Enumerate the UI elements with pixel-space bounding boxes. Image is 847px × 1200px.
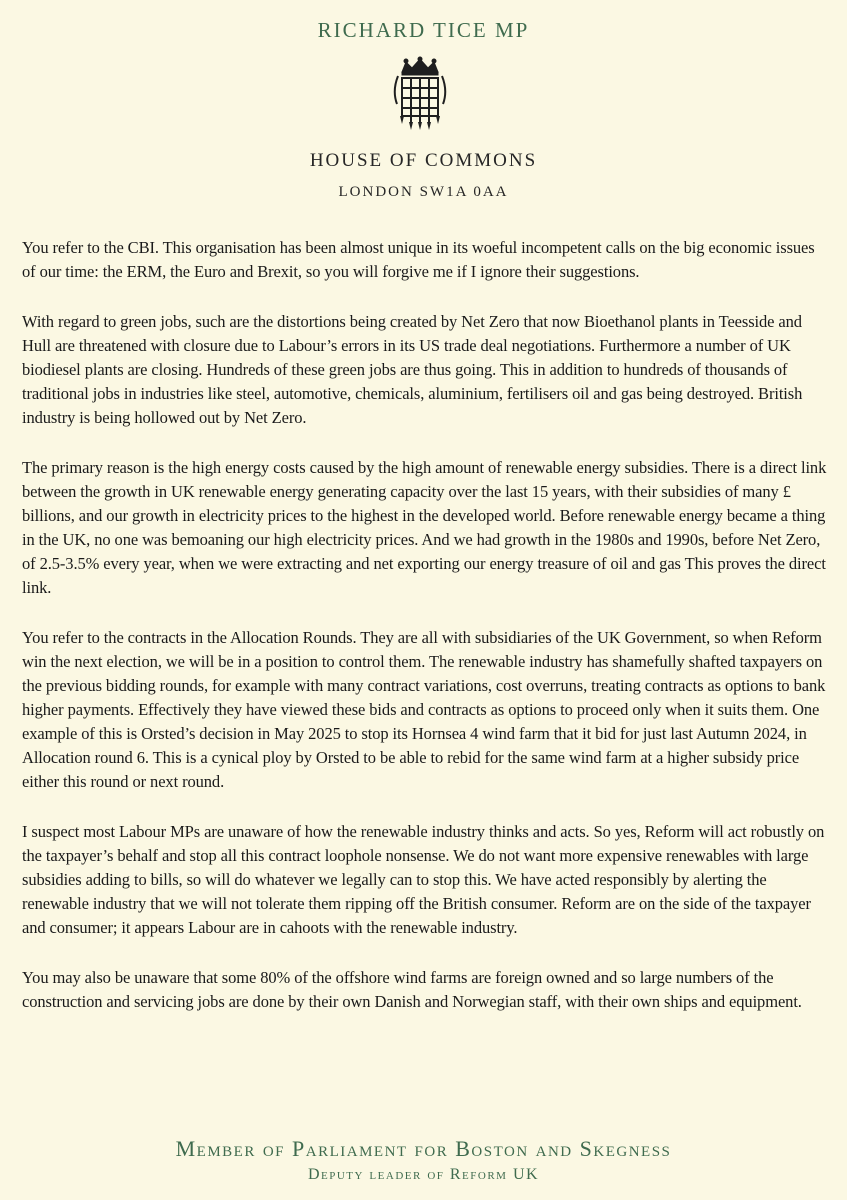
portcullis-crest-icon — [392, 56, 448, 136]
mp-name-heading: RICHARD TICE MP — [317, 18, 530, 42]
paragraph-allocation-rounds: You refer to the contracts in the Allocation Rounds. They are all with subsidiaries of the UK Government, so when Reform win the next election, we will be in a position to control them. The renewable industry has shamefully shafted taxpayers on the previous bidding rounds, for example with many contract variations, cost overruns, treating contracts as options to bank higher payments. Effectively they have viewed these bids and contracts as options to proceed only when it suits them. One example of this is Orsted’s decision in May 2025 to stop its Hornsea 4 wind farm that it bid for just last Autumn 2024, in Allocation round 6. This is a cynical ploy by Orsted to be able to rebid for the same wind farm at a higher subsidy price either this round or next round. — [22, 628, 826, 791]
letter-body — [22, 236, 828, 1040]
institution-heading: HOUSE OF COMMONS — [309, 150, 538, 171]
paragraph-energy-costs: The primary reason is the high energy costs caused by the high amount of renewable energy subsidies. There is a direct link between the growth in UK renewable energy generating capacity over the last 15 years, with their subsidies of many £ billions, and our growth in electricity prices to the highest in the developed world. Before renewable energy became a thing in the UK, no one was bemoaning our high electricity prices. And we had growth in the 1980s and 1990s, before Net Zero, of 2.5-3.5% every year, when we were extracting and net exporting our energy treasure of oil and gas This proves the direct link. — [22, 458, 827, 597]
constituency-footer: Member of Parliament for Boston and Skegness — [175, 1136, 672, 1161]
paragraph-offshore-wind: You may also be unaware that some 80% of the offshore wind farms are foreign owned and so large numbers of the construction and servicing jobs are done by their own Danish and Norwegian staff, with their own ships and equipment. — [22, 968, 802, 1011]
address-line: LONDON SW1A 0AA — [338, 184, 509, 200]
role-footer: Deputy leader of Reform UK — [307, 1166, 540, 1183]
paragraph-green-jobs: With regard to green jobs, such are the distortions being created by Net Zero that now Bioethanol plants in Teesside and Hull are threatened with closure due to Labour’s errors in its US trade deal negotiations. Furthermore a number of UK biodiesel plants are closing. Hundreds of these green jobs are thus going. This in addition to hundreds of thousands of traditional jobs in industries like steel, automotive, chemicals, aluminium, fertilisers oil and gas being destroyed. British industry is being hollowed out by Net Zero. — [22, 312, 803, 427]
paragraph-cbi: You refer to the CBI. This organisation has been almost unique in its woeful incompetent calls on the big economic issues of our time: the ERM, the Euro and Brexit, so you will forgive me if I ignore their suggestions. — [22, 238, 815, 281]
paragraph-labour-mps: I suspect most Labour MPs are unaware of how the renewable industry thinks and acts. So yes, Reform will act robustly on the taxpayer’s behalf and stop all this contract loophole nonsense. We do not want more expensive renewables with large subsidies adding to bills, so will do whatever we legally can to stop this. We have acted responsibly by alerting the renewable industry that we will not tolerate them ripping off the British consumer. Reform are on the side of the taxpayer and consumer; it appears Labour are in cahoots with the renewable industry. — [22, 822, 825, 937]
